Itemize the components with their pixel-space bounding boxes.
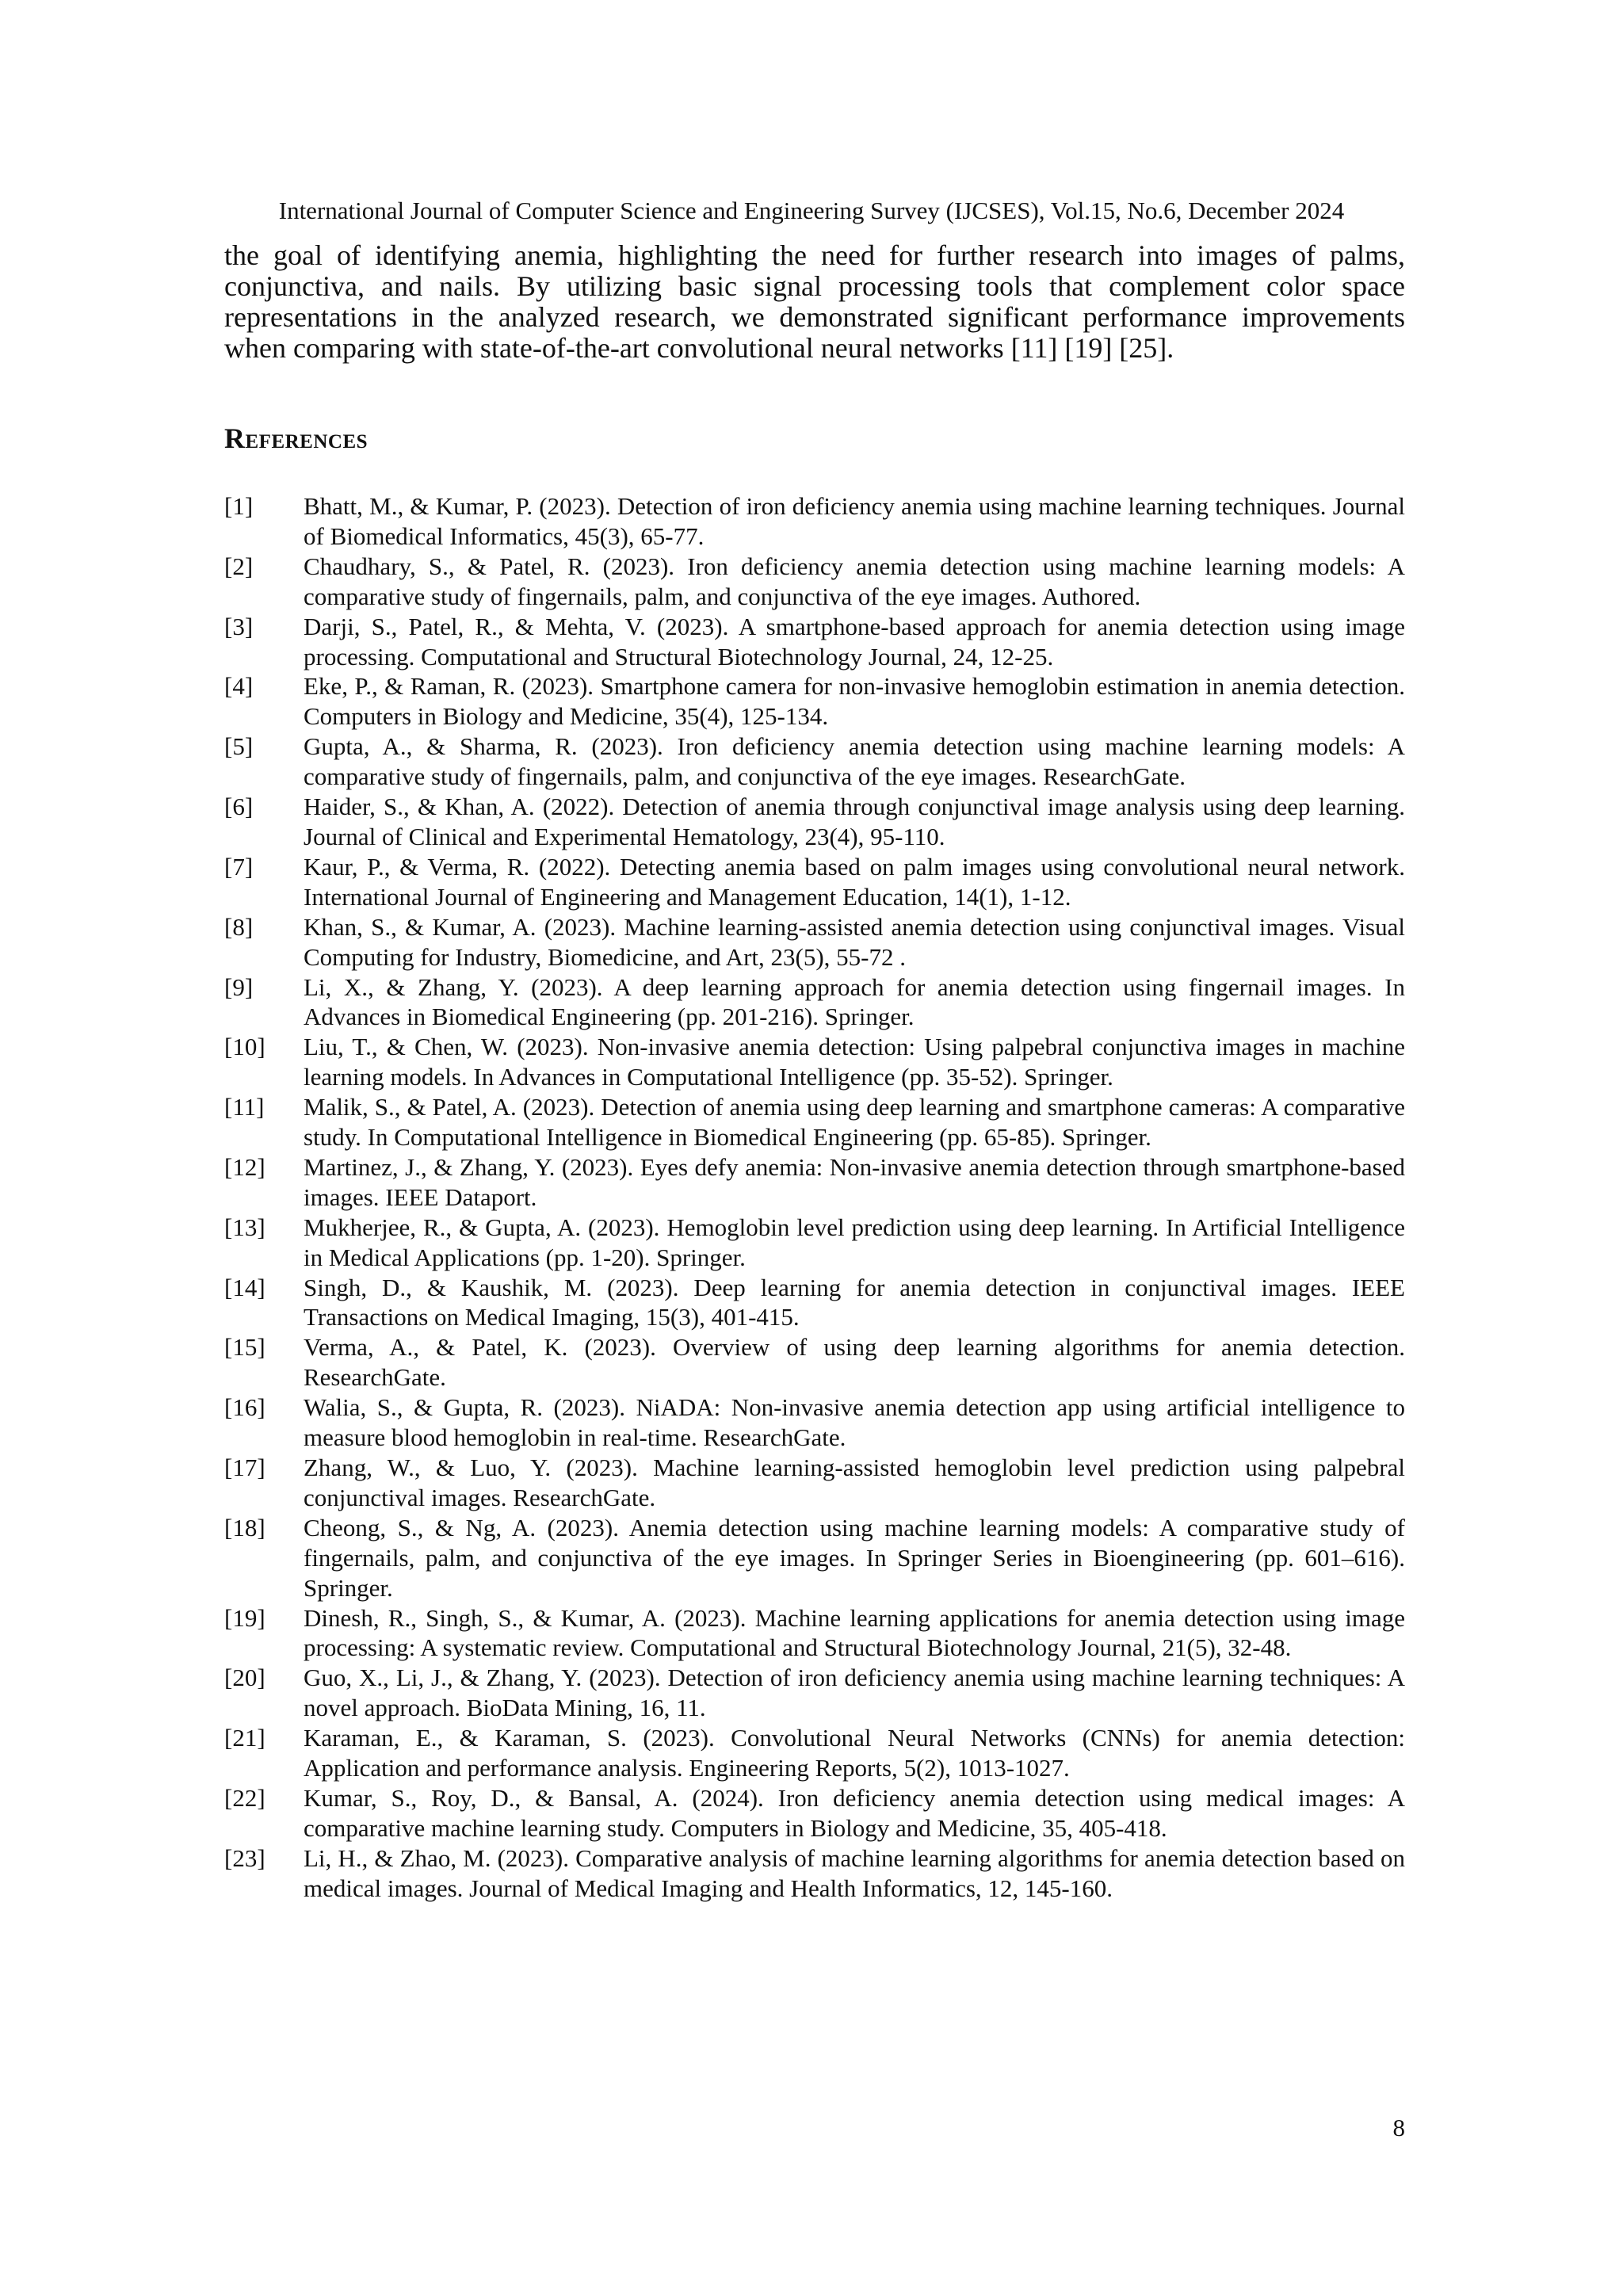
reference-number: [8]	[224, 912, 254, 941]
reference-number: [2]	[224, 552, 254, 580]
reference-item	[224, 1783, 1405, 1843]
reference-item	[224, 1273, 1405, 1333]
reference-item	[224, 1392, 1405, 1453]
reference-item	[224, 1453, 1405, 1513]
reference-text: Walia, S., & Gupta, R. (2023). NiADA: Non-invasive anemia detection app using artificial intelligence to measure blood hemoglobin in real-time. ResearchGate.	[304, 1393, 1405, 1452]
reference-text: Liu, T., & Chen, W. (2023). Non-invasive anemia detection: Using palpebral conjunctiva images in machine learning models. In Advances in Computational Intelligence (pp. 35-52). Springer.	[304, 1033, 1405, 1091]
reference-item	[224, 852, 1405, 912]
reference-item	[224, 612, 1405, 672]
reference-text: Haider, S., & Khan, A. (2022). Detection of anemia through conjunctival image analysis using deep learning. Journal of Clinical and Experimental Hematology, 23(4), 95-110.	[304, 793, 1405, 850]
reference-number: [9]	[224, 972, 254, 1001]
reference-text: Verma, A., & Patel, K. (2023). Overview of using deep learning algorithms for anemia detection. ResearchGate.	[304, 1333, 1405, 1392]
reference-number: [6]	[224, 793, 254, 821]
reference-text: Mukherjee, R., & Gupta, A. (2023). Hemoglobin level prediction using deep learning. In Artificial Intelligence in Medical Applications (pp. 1-20). Springer.	[304, 1213, 1405, 1271]
reference-item	[224, 912, 1405, 972]
reference-list	[224, 491, 1405, 1904]
reference-text: Li, X., & Zhang, Y. (2023). A deep learning approach for anemia detection using fingernail images. In Advances in Biomedical Engineering (pp. 201-216). Springer.	[304, 972, 1405, 1031]
reference-item	[224, 1152, 1405, 1213]
reference-text: Cheong, S., & Ng, A. (2023). Anemia detection using machine learning models: A comparative study of fingernails, palm, and conjunctiva of the eye images. In Springer Series in Bioengineering (pp. 601–616). Springer.	[304, 1513, 1405, 1602]
reference-item	[224, 1092, 1405, 1152]
reference-number: [10]	[224, 1033, 265, 1061]
reference-number: [5]	[224, 732, 254, 761]
reference-text: Darji, S., Patel, R., & Mehta, V. (2023). A smartphone-based approach for anemia detection using image processing. Computational and Structural Biotechnology Journal, 24, 12-25.	[304, 612, 1405, 670]
conclusion-paragraph: the goal of identifying anemia, highlighting the need for further research into images of palms, conjunctiva, and nails. By utilizing basic signal processing tools that complement color space representations in the analyzed research, we demonstrated significant performance improvements when comparing with state-of-the-art convolutional neural networks [11] [19] [25].	[224, 239, 1405, 364]
reference-text: Kumar, S., Roy, D., & Bansal, A. (2024). Iron deficiency anemia detection using medical images: A comparative machine learning study. Computers in Biology and Medicine, 35, 405-418.	[304, 1783, 1405, 1842]
reference-item	[224, 1603, 1405, 1664]
reference-text: Khan, S., & Kumar, A. (2023). Machine learning-assisted anemia detection using conjunctival images. Visual Computing for Industry, Biomedicine, and Art, 23(5), 55-72 .	[304, 912, 1405, 971]
reference-number: [18]	[224, 1513, 265, 1541]
reference-item	[224, 671, 1405, 732]
reference-number: [22]	[224, 1783, 265, 1812]
reference-text: Malik, S., & Patel, A. (2023). Detection of anemia using deep learning and smartphone cameras: A comparative study. In Computational Intelligence in Biomedical Engineering (pp. 65-85). Springer.	[304, 1093, 1405, 1152]
reference-number: [3]	[224, 612, 254, 640]
reference-item	[224, 1843, 1405, 1904]
reference-number: [1]	[224, 492, 254, 520]
reference-number: [14]	[224, 1273, 265, 1301]
reference-number: [20]	[224, 1664, 265, 1692]
reference-text: Eke, P., & Raman, R. (2023). Smartphone camera for non-invasive hemoglobin estimation in anemia detection. Computers in Biology and Medicine, 35(4), 125-134.	[304, 672, 1405, 731]
reference-item	[224, 972, 1405, 1033]
reference-number: [15]	[224, 1333, 265, 1362]
reference-number: [19]	[224, 1603, 265, 1632]
reference-number: [4]	[224, 672, 254, 701]
reference-text: Karaman, E., & Karaman, S. (2023). Convolutional Neural Networks (CNNs) for anemia detection: Application and performance analysis. Engineering Reports, 5(2), 1013-1027.	[304, 1724, 1405, 1782]
reference-text: Bhatt, M., & Kumar, P. (2023). Detection of iron deficiency anemia using machine learning techniques. Journal of Biomedical Informatics, 45(3), 65-77.	[304, 492, 1405, 550]
running-header: International Journal of Computer Science and Engineering Survey (IJCSES), Vol.15, No.6, December 2024	[278, 197, 1345, 224]
reference-item	[224, 1032, 1405, 1092]
reference-text: Dinesh, R., Singh, S., & Kumar, A. (2023). Machine learning applications for anemia detection using image processing: A systematic review. Computational and Structural Biotechnology Journal, 21(5), 32-48.	[304, 1603, 1405, 1662]
reference-item	[224, 491, 1405, 552]
reference-item	[224, 792, 1405, 852]
reference-text: Singh, D., & Kaushik, M. (2023). Deep learning for anemia detection in conjunctival images. IEEE Transactions on Medical Imaging, 15(3), 401-415.	[304, 1273, 1405, 1331]
reference-text: Martinez, J., & Zhang, Y. (2023). Eyes defy anemia: Non-invasive anemia detection through smartphone-based images. IEEE Dataport.	[304, 1152, 1405, 1211]
reference-number: [12]	[224, 1152, 265, 1181]
reference-item	[224, 552, 1405, 612]
reference-text: Zhang, W., & Luo, Y. (2023). Machine learning-assisted hemoglobin level prediction using palpebral conjunctival images. ResearchGate.	[304, 1454, 1405, 1511]
reference-item	[224, 1723, 1405, 1783]
reference-item	[224, 1213, 1405, 1273]
reference-item	[224, 1332, 1405, 1392]
page-number: 8	[1392, 2114, 1405, 2141]
reference-number: [16]	[224, 1393, 265, 1422]
reference-text: Chaudhary, S., & Patel, R. (2023). Iron deficiency anemia detection using machine learning models: A comparative study of fingernails, palm, and conjunctiva of the eye images. Authored.	[304, 552, 1405, 610]
reference-number: [17]	[224, 1454, 265, 1481]
reference-number: [21]	[224, 1724, 265, 1752]
reference-text: Kaur, P., & Verma, R. (2022). Detecting anemia based on palm images using convolutional neural network. International Journal of Engineering and Management Education, 14(1), 1-12.	[304, 852, 1405, 911]
reference-item	[224, 732, 1405, 792]
references-heading: References	[224, 422, 369, 454]
reference-number: [23]	[224, 1843, 265, 1872]
reference-number: [11]	[224, 1093, 265, 1121]
reference-number: [13]	[224, 1213, 265, 1241]
reference-item	[224, 1513, 1405, 1603]
reference-text: Guo, X., Li, J., & Zhang, Y. (2023). Detection of iron deficiency anemia using machine learning techniques: A novel approach. BioData Mining, 16, 11.	[304, 1664, 1405, 1722]
reference-text: Li, H., & Zhao, M. (2023). Comparative analysis of machine learning algorithms for anemia detection based on medical images. Journal of Medical Imaging and Health Informatics, 12, 145-160.	[304, 1843, 1405, 1902]
reference-item	[224, 1663, 1405, 1723]
reference-text: Gupta, A., & Sharma, R. (2023). Iron deficiency anemia detection using machine learning models: A comparative study of fingernails, palm, and conjunctiva of the eye images. ResearchGate.	[304, 732, 1405, 791]
reference-number: [7]	[224, 852, 254, 881]
